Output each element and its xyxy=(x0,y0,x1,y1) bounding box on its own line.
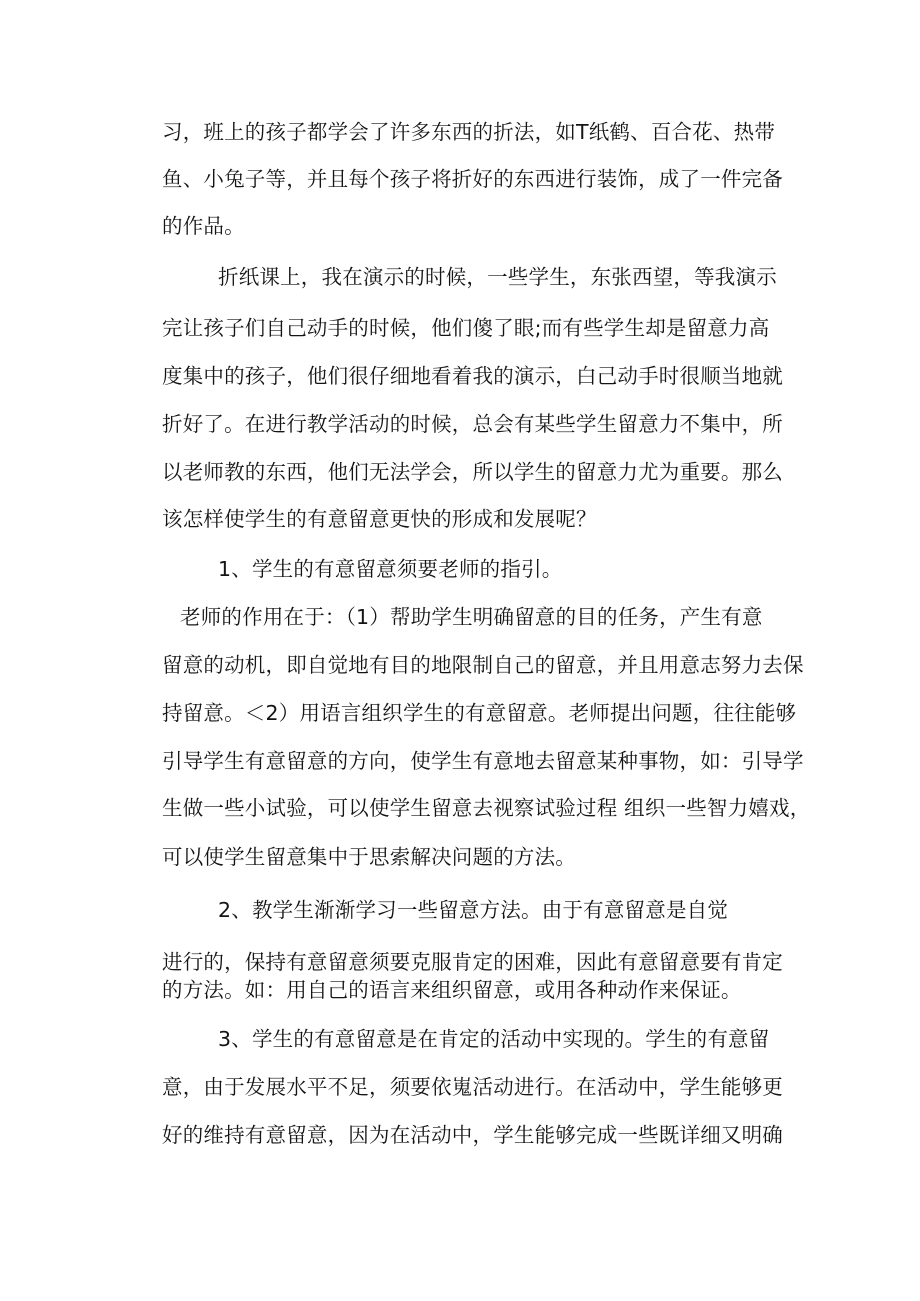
paragraph-line: 老师的作用在于：（1）帮助学生明确留意的目的任务，产生有意 xyxy=(180,605,763,629)
paragraph-line: 以老师教的东西，他们无法学会，所以学生的留意力尤为重要。那么 xyxy=(162,460,783,484)
paragraph-line: 持留意。＜2）用语言组织学生的有意留意。老师提出问题，往往能够 xyxy=(162,701,797,725)
paragraph-line: 好的维持有意留意，因为在活动中，学生能够完成一些既详细又明确 xyxy=(162,1123,783,1147)
paragraph-line: 留意的动机，即自觉地有目的地限制自己的留意，并且用意志努力去保 xyxy=(162,653,804,677)
paragraph-line: 完让孩子们自己动手的时候，他们傻了眼;而有些学生却是留意力高 xyxy=(162,316,770,340)
paragraph-line: 折好了。在进行教学活动的时候，总会有某些学生留意力不集中，所 xyxy=(162,412,783,436)
paragraph-line: 意，由于发展水平不足，须要依嵬活动进行。在活动中，学生能够更 xyxy=(162,1075,783,1099)
paragraph-line: 的方法。如：用自己的语言来组织留意，或用各种动作来保证。 xyxy=(162,978,742,1002)
paragraph-line: 习，班上的孩子都学会了许多东西的折法，如T纸鹤、百合花、热带 xyxy=(162,120,776,144)
paragraph-line: 的作品。 xyxy=(162,214,245,238)
paragraph-line: 进行的，保持有意留意须要克服肯定的困难，因此有意留意要有肯定 xyxy=(162,950,783,974)
section-heading-2: 2、教学生渐渐学习一些留意方法。由于有意留意是自觉 xyxy=(218,898,729,922)
section-heading-3: 3、学生的有意留意是在肯定的活动中实现的。学生的有意留 xyxy=(218,1027,770,1051)
paragraph-line: 度集中的孩子，他们很仔细地看着我的演示，白己动手时很顺当地就 xyxy=(162,364,783,388)
paragraph-line: 引导学生有意留意的方向，使学生有意地去留意某种事物，如：引导学 xyxy=(162,749,804,773)
paragraph-line: 可以使学生留意集中于思索解决问题的方法。 xyxy=(162,845,576,869)
paragraph-line: 鱼、小兔子等，并且每个孩子将折好的东西进行装饰，成了一件完备 xyxy=(162,167,783,191)
section-heading-1: 1、学生的有意留意须要老师的指引。 xyxy=(218,557,563,581)
paragraph-line: 该怎样使学生的有意留意更快的形成和发展呢？ xyxy=(162,507,597,531)
paragraph-line: 生做一些小试验，可以使学生留意去视察试验过程 组织一些智力嬉戏， xyxy=(162,796,811,820)
paragraph-line: 折纸课上，我在演示的时候，一些学生，东张西望，等我演示 xyxy=(218,265,777,289)
